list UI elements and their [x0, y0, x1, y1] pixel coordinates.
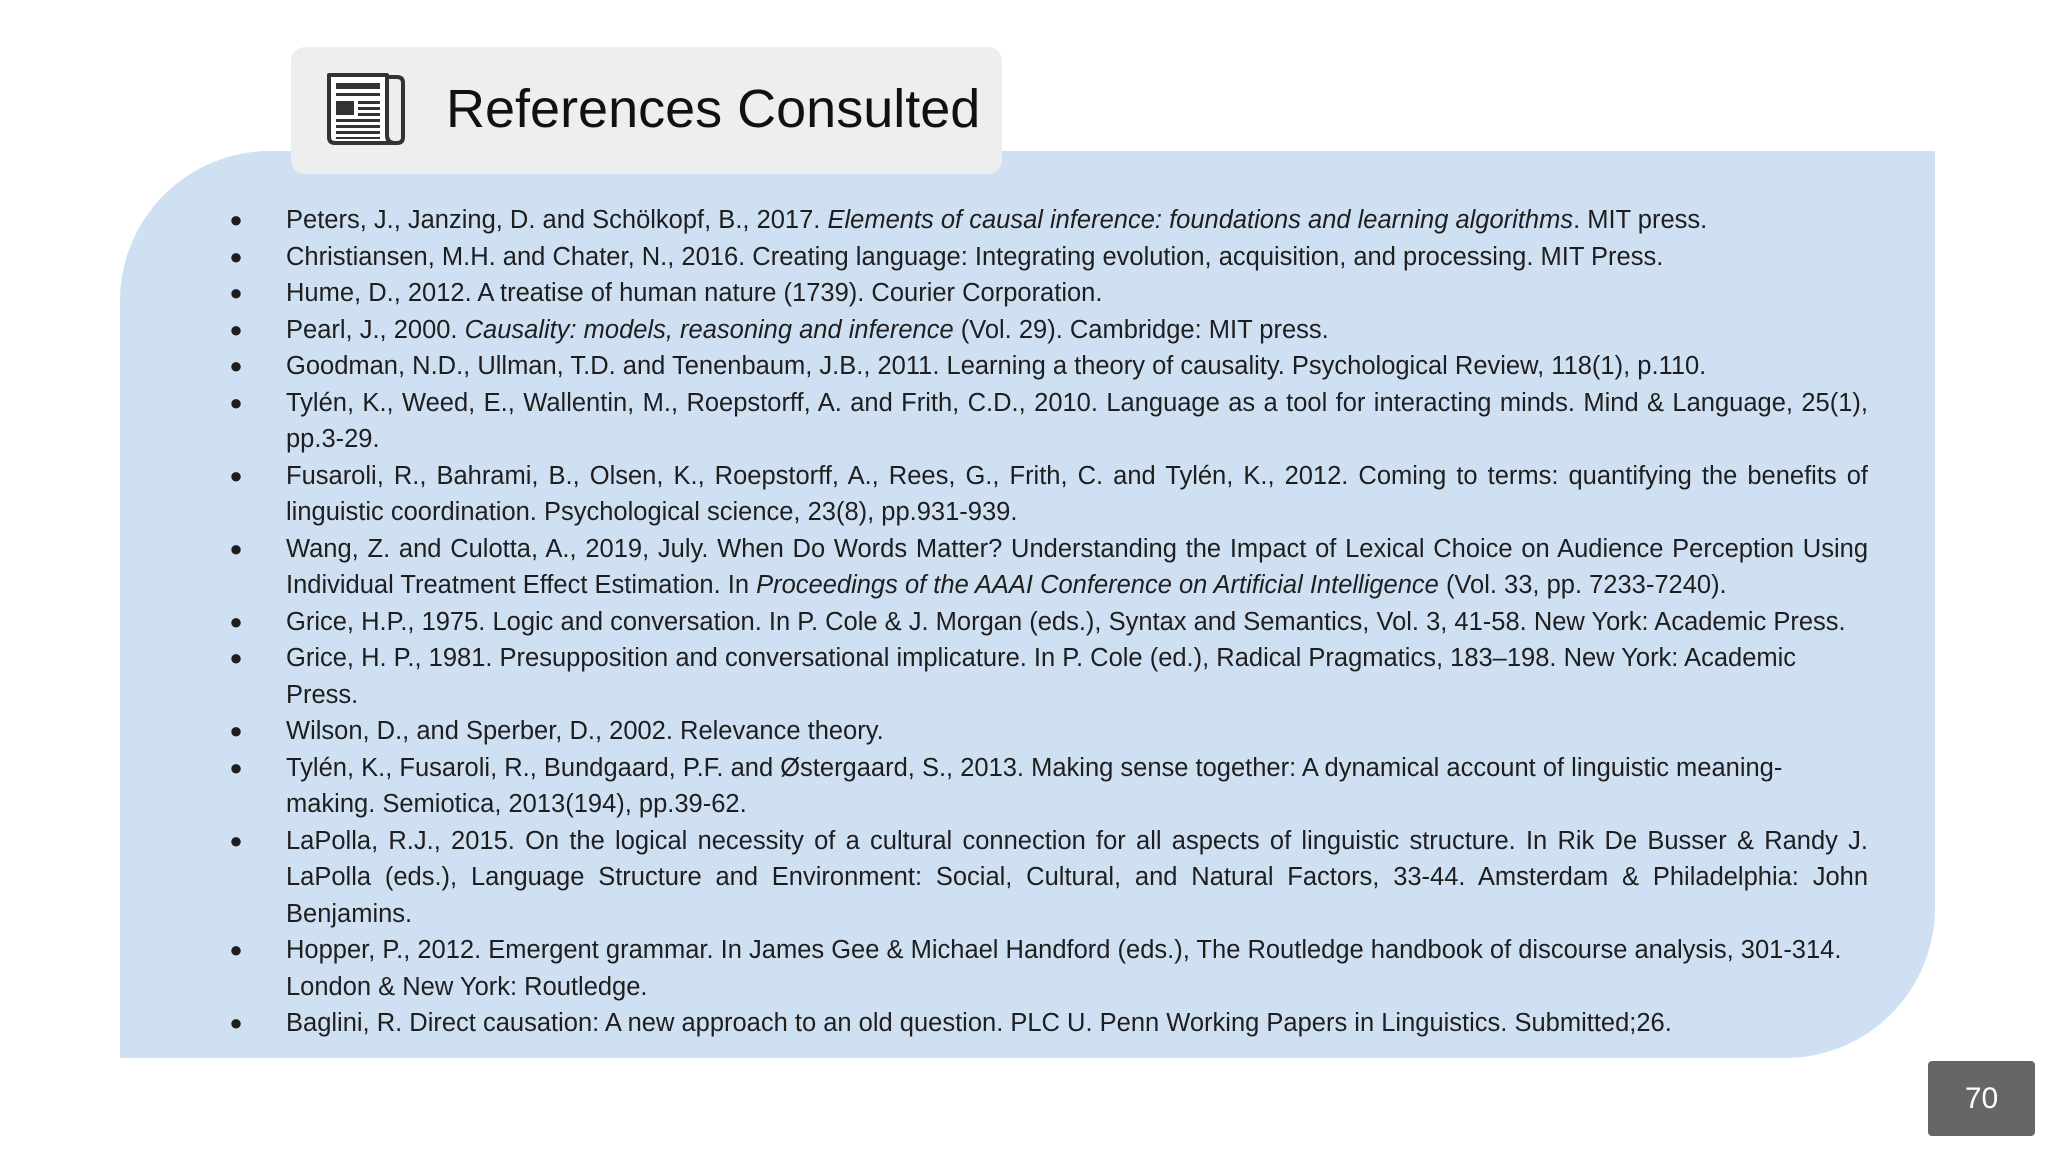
- list-item: [226, 640, 1868, 713]
- reference-text: Baglini, R. Direct causation: A new approach to an old question. PLC U. Penn Working Papers in Linguistics. Submitted;26.: [286, 1009, 1672, 1037]
- page-number-badge: 70: [1928, 1061, 2035, 1136]
- reference-text: Hopper, P., 2012. Emergent grammar. In James Gee & Michael Handford (eds.), The Routledge handbook of discourse analysis, 301-314. London & New York: Routledge.: [286, 936, 1842, 1001]
- bullet-icon: ●: [229, 353, 243, 378]
- reference-list: [226, 202, 1868, 1042]
- reference-text: Hume, D., 2012. A treatise of human nature (1739). Courier Corporation.: [286, 279, 1103, 307]
- title-tab: [291, 47, 1002, 174]
- reference-text: Fusaroli, R., Bahrami, B., Olsen, K., Roepstorff, A., Rees, G., Frith, C. and Tylén, K., 2012. Coming to terms: quantifying the benefits of linguistic coordination. Psychological science, 23(8), pp.931-939.: [286, 461, 1868, 526]
- bullet-icon: ●: [229, 718, 243, 743]
- bullet-icon: ●: [229, 207, 243, 232]
- reference-text-tail: . MIT press.: [1573, 206, 1708, 234]
- bullet-icon: ●: [229, 827, 243, 853]
- reference-text: Christiansen, M.H. and Chater, N., 2016. Creating language: Integrating evolution, acquisition, and processing. MIT Press.: [286, 242, 1664, 271]
- reference-text: Wang, Z. and Culotta, A., 2019, July. When Do Words Matter? Understanding the Impact of Lexical Choice on Audience Perception Using Individual Treatment Effect Estimation. In: [286, 534, 1868, 599]
- list-item: [226, 385, 1868, 458]
- list-item: [226, 750, 1868, 823]
- reference-text: Peters, J., Janzing, D. and Schölkopf, B., 2017.: [286, 206, 828, 234]
- list-item: [226, 239, 1868, 276]
- bullet-icon: ●: [229, 754, 243, 780]
- reference-text: Grice, H. P., 1981. Presupposition and conversational implicature. In P. Cole (ed.), Radical Pragmatics, 183–198. New York: Academic Press.: [286, 644, 1797, 709]
- bullet-icon: ●: [229, 316, 243, 342]
- bullet-icon: ●: [229, 608, 243, 634]
- reference-text-tail: (Vol. 33, pp. 7233-7240).: [1438, 571, 1727, 599]
- list-item: [226, 275, 1868, 312]
- newspaper-icon: [325, 71, 409, 149]
- list-item: [226, 202, 1868, 239]
- bullet-icon: ●: [229, 462, 243, 488]
- reference-text: LaPolla, R.J., 2015. On the logical necessity of a cultural connection for all aspects of linguistic structure. In Rik De Busser & Randy J. LaPolla (eds.), Language Structure and Environment: Social, Cultural, and Natural Factors, 33-44. Amsterdam & Philadelphia: John Benjamins.: [286, 826, 1868, 928]
- page-title: References Consulted: [446, 79, 981, 139]
- reference-text: Grice, H.P., 1975. Logic and conversation. In P. Cole & J. Morgan (eds.), Syntax and Semantics, Vol. 3, 41-58. New York: Academic Press.: [286, 607, 1846, 636]
- bullet-icon: ●: [229, 645, 243, 670]
- reference-title-italic: Proceedings of the AAAI Conference on Artificial Intelligence: [756, 571, 1439, 599]
- list-item: [226, 312, 1868, 349]
- reference-text: Tylén, K., Weed, E., Wallentin, M., Roepstorff, A. and Frith, C.D., 2010. Language as a tool for interacting minds. Mind & Language, 25(1), pp.3-29.: [286, 388, 1868, 453]
- list-item: [226, 932, 1868, 1005]
- reference-text-tail: (Vol. 29). Cambridge: MIT press.: [953, 315, 1329, 344]
- bullet-icon: ●: [229, 389, 243, 415]
- bullet-icon: ●: [229, 535, 243, 561]
- reference-title-italic: Elements of causal inference: foundations and learning algorithms: [827, 206, 1574, 234]
- reference-text: Pearl, J., 2000.: [286, 315, 465, 344]
- list-item: [226, 531, 1868, 604]
- reference-text: Goodman, N.D., Ullman, T.D. and Tenenbaum, J.B., 2011. Learning a theory of causality. Psychological Review, 118(1), p.110.: [286, 352, 1707, 380]
- list-item: [226, 458, 1868, 531]
- list-item: [226, 604, 1868, 641]
- bullet-icon: ●: [229, 1010, 243, 1035]
- list-item: [226, 1005, 1868, 1042]
- reference-title-italic: Causality: models, reasoning and inference: [464, 315, 954, 344]
- list-item: [226, 823, 1868, 933]
- list-item: [226, 713, 1868, 750]
- reference-text: Wilson, D., and Sperber, D., 2002. Relevance theory.: [286, 717, 884, 745]
- bullet-icon: ●: [229, 937, 243, 962]
- bullet-icon: ●: [229, 243, 243, 269]
- list-item: [226, 348, 1868, 385]
- reference-text: Tylén, K., Fusaroli, R., Bundgaard, P.F. and Østergaard, S., 2013. Making sense together: A dynamical account of linguistic meaning-making. Semiotica, 2013(194), pp.39-62.: [286, 753, 1783, 818]
- bullet-icon: ●: [229, 280, 243, 305]
